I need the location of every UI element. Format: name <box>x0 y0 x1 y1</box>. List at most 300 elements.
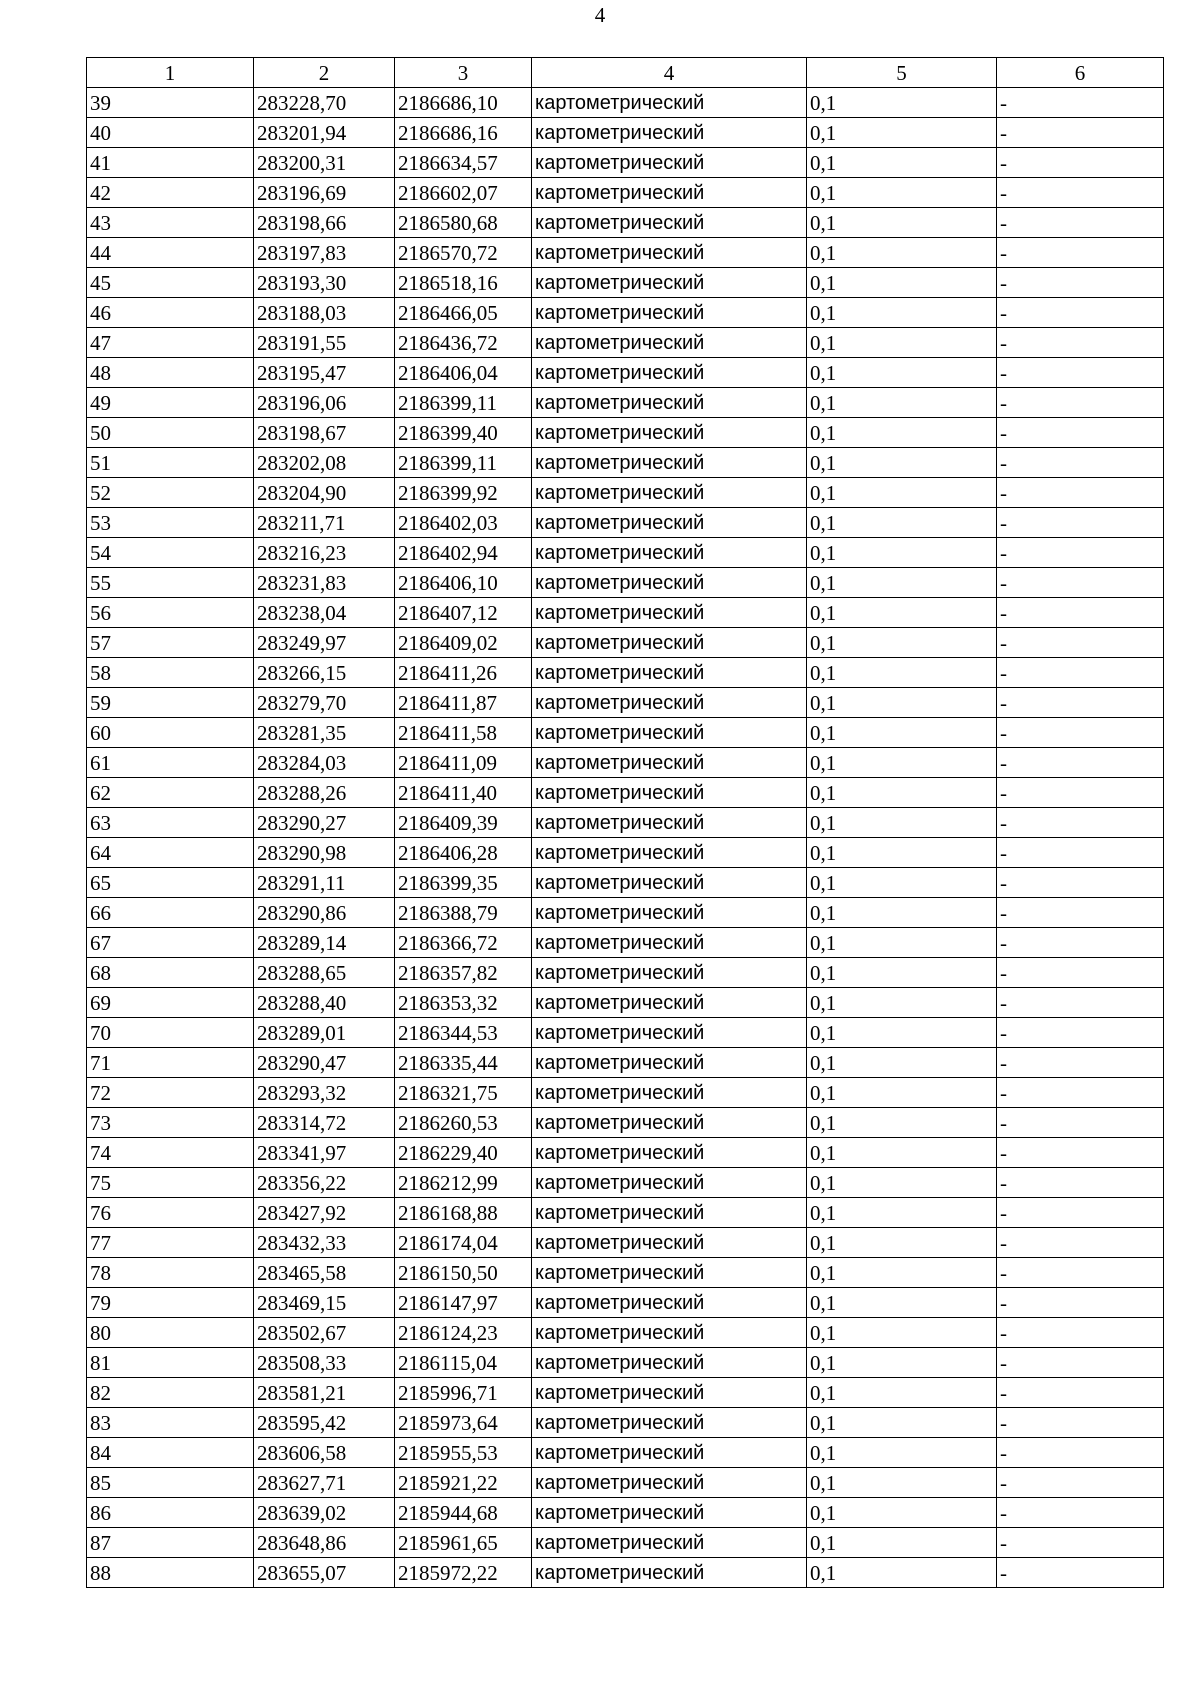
y-coordinate-cell: 2186147,97 <box>395 1288 532 1318</box>
point-number-cell: 64 <box>87 838 254 868</box>
point-number-cell: 54 <box>87 538 254 568</box>
point-number-cell: 69 <box>87 988 254 1018</box>
description-cell: - <box>997 1168 1164 1198</box>
point-number-cell: 42 <box>87 178 254 208</box>
method-cell: картометрический <box>532 1558 807 1588</box>
table-row <box>87 148 1164 178</box>
table-row <box>87 1348 1164 1378</box>
y-coordinate-cell: 2186212,99 <box>395 1168 532 1198</box>
y-coordinate-cell: 2186260,53 <box>395 1108 532 1138</box>
description-cell: - <box>997 568 1164 598</box>
description-cell: - <box>997 358 1164 388</box>
accuracy-cell: 0,1 <box>807 658 997 688</box>
accuracy-cell: 0,1 <box>807 1198 997 1228</box>
accuracy-cell: 0,1 <box>807 238 997 268</box>
method-cell: картометрический <box>532 1288 807 1318</box>
point-number-cell: 44 <box>87 238 254 268</box>
x-coordinate-cell: 283291,11 <box>254 868 395 898</box>
table-row <box>87 898 1164 928</box>
point-number-cell: 62 <box>87 778 254 808</box>
accuracy-cell: 0,1 <box>807 808 997 838</box>
accuracy-cell: 0,1 <box>807 478 997 508</box>
description-cell: - <box>997 868 1164 898</box>
x-coordinate-cell: 283201,94 <box>254 118 395 148</box>
y-coordinate-cell: 2186406,28 <box>395 838 532 868</box>
table-body <box>87 88 1164 1588</box>
table-row <box>87 418 1164 448</box>
method-cell: картометрический <box>532 1258 807 1288</box>
x-coordinate-cell: 283595,42 <box>254 1408 395 1438</box>
description-cell: - <box>997 1498 1164 1528</box>
table-row <box>87 748 1164 778</box>
y-coordinate-cell: 2186602,07 <box>395 178 532 208</box>
description-cell: - <box>997 1108 1164 1138</box>
column-header: 2 <box>254 58 395 88</box>
x-coordinate-cell: 283197,83 <box>254 238 395 268</box>
y-coordinate-cell: 2186409,39 <box>395 808 532 838</box>
x-coordinate-cell: 283202,08 <box>254 448 395 478</box>
point-number-cell: 39 <box>87 88 254 118</box>
point-number-cell: 75 <box>87 1168 254 1198</box>
accuracy-cell: 0,1 <box>807 1348 997 1378</box>
y-coordinate-cell: 2186466,05 <box>395 298 532 328</box>
point-number-cell: 51 <box>87 448 254 478</box>
method-cell: картометрический <box>532 988 807 1018</box>
accuracy-cell: 0,1 <box>807 1228 997 1258</box>
method-cell: картометрический <box>532 268 807 298</box>
x-coordinate-cell: 283231,83 <box>254 568 395 598</box>
x-coordinate-cell: 283281,35 <box>254 718 395 748</box>
table-row <box>87 838 1164 868</box>
method-cell: картометрический <box>532 388 807 418</box>
y-coordinate-cell: 2186436,72 <box>395 328 532 358</box>
table-row <box>87 598 1164 628</box>
accuracy-cell: 0,1 <box>807 88 997 118</box>
point-number-cell: 72 <box>87 1078 254 1108</box>
x-coordinate-cell: 283432,33 <box>254 1228 395 1258</box>
description-cell: - <box>997 838 1164 868</box>
accuracy-cell: 0,1 <box>807 1258 997 1288</box>
x-coordinate-cell: 283289,01 <box>254 1018 395 1048</box>
point-number-cell: 48 <box>87 358 254 388</box>
table-row <box>87 238 1164 268</box>
description-cell: - <box>997 1048 1164 1078</box>
description-cell: - <box>997 1228 1164 1258</box>
x-coordinate-cell: 283284,03 <box>254 748 395 778</box>
y-coordinate-cell: 2185955,53 <box>395 1438 532 1468</box>
page-number: 4 <box>594 3 606 27</box>
table-row <box>87 928 1164 958</box>
x-coordinate-cell: 283341,97 <box>254 1138 395 1168</box>
table-row <box>87 208 1164 238</box>
table-row <box>87 448 1164 478</box>
method-cell: картометрический <box>532 88 807 118</box>
accuracy-cell: 0,1 <box>807 688 997 718</box>
y-coordinate-cell: 2185996,71 <box>395 1378 532 1408</box>
table-row <box>87 958 1164 988</box>
x-coordinate-cell: 283648,86 <box>254 1528 395 1558</box>
point-number-cell: 45 <box>87 268 254 298</box>
table-row <box>87 1048 1164 1078</box>
table-row <box>87 538 1164 568</box>
table-row <box>87 808 1164 838</box>
y-coordinate-cell: 2186399,11 <box>395 388 532 418</box>
table-row <box>87 718 1164 748</box>
description-cell: - <box>997 538 1164 568</box>
description-cell: - <box>997 1138 1164 1168</box>
table-row <box>87 1018 1164 1048</box>
y-coordinate-cell: 2186411,40 <box>395 778 532 808</box>
y-coordinate-cell: 2186168,88 <box>395 1198 532 1228</box>
description-cell: - <box>997 1078 1164 1108</box>
x-coordinate-cell: 283290,86 <box>254 898 395 928</box>
accuracy-cell: 0,1 <box>807 298 997 328</box>
description-cell: - <box>997 208 1164 238</box>
accuracy-cell: 0,1 <box>807 328 997 358</box>
method-cell: картометрический <box>532 658 807 688</box>
y-coordinate-cell: 2186402,03 <box>395 508 532 538</box>
method-cell: картометрический <box>532 1108 807 1138</box>
point-number-cell: 43 <box>87 208 254 238</box>
description-cell: - <box>997 928 1164 958</box>
table-row <box>87 1468 1164 1498</box>
x-coordinate-cell: 283238,04 <box>254 598 395 628</box>
accuracy-cell: 0,1 <box>807 1318 997 1348</box>
table-row <box>87 1108 1164 1138</box>
description-cell: - <box>997 628 1164 658</box>
method-cell: картометрический <box>532 508 807 538</box>
description-cell: - <box>997 1288 1164 1318</box>
y-coordinate-cell: 2186634,57 <box>395 148 532 178</box>
description-cell: - <box>997 148 1164 178</box>
y-coordinate-cell: 2186402,94 <box>395 538 532 568</box>
point-number-cell: 79 <box>87 1288 254 1318</box>
x-coordinate-cell: 283188,03 <box>254 298 395 328</box>
accuracy-cell: 0,1 <box>807 838 997 868</box>
y-coordinate-cell: 2186570,72 <box>395 238 532 268</box>
accuracy-cell: 0,1 <box>807 1168 997 1198</box>
column-header: 5 <box>807 58 997 88</box>
accuracy-cell: 0,1 <box>807 148 997 178</box>
y-coordinate-cell: 2186406,04 <box>395 358 532 388</box>
x-coordinate-cell: 283198,66 <box>254 208 395 238</box>
y-coordinate-cell: 2186518,16 <box>395 268 532 298</box>
x-coordinate-cell: 283581,21 <box>254 1378 395 1408</box>
accuracy-cell: 0,1 <box>807 868 997 898</box>
y-coordinate-cell: 2186686,10 <box>395 88 532 118</box>
description-cell: - <box>997 88 1164 118</box>
method-cell: картометрический <box>532 1348 807 1378</box>
table-row <box>87 1228 1164 1258</box>
accuracy-cell: 0,1 <box>807 178 997 208</box>
point-number-cell: 76 <box>87 1198 254 1228</box>
x-coordinate-cell: 283427,92 <box>254 1198 395 1228</box>
x-coordinate-cell: 283193,30 <box>254 268 395 298</box>
y-coordinate-cell: 2186366,72 <box>395 928 532 958</box>
y-coordinate-cell: 2186407,12 <box>395 598 532 628</box>
accuracy-cell: 0,1 <box>807 538 997 568</box>
y-coordinate-cell: 2186335,44 <box>395 1048 532 1078</box>
point-number-cell: 40 <box>87 118 254 148</box>
point-number-cell: 53 <box>87 508 254 538</box>
method-cell: картометрический <box>532 838 807 868</box>
description-cell: - <box>997 418 1164 448</box>
description-cell: - <box>997 598 1164 628</box>
x-coordinate-cell: 283290,47 <box>254 1048 395 1078</box>
description-cell: - <box>997 1018 1164 1048</box>
y-coordinate-cell: 2186411,58 <box>395 718 532 748</box>
table-row <box>87 478 1164 508</box>
description-cell: - <box>997 118 1164 148</box>
column-header: 1 <box>87 58 254 88</box>
x-coordinate-cell: 283293,32 <box>254 1078 395 1108</box>
point-number-cell: 58 <box>87 658 254 688</box>
point-number-cell: 55 <box>87 568 254 598</box>
accuracy-cell: 0,1 <box>807 718 997 748</box>
description-cell: - <box>997 1528 1164 1558</box>
accuracy-cell: 0,1 <box>807 958 997 988</box>
method-cell: картометрический <box>532 568 807 598</box>
method-cell: картометрический <box>532 148 807 178</box>
y-coordinate-cell: 2185973,64 <box>395 1408 532 1438</box>
accuracy-cell: 0,1 <box>807 418 997 448</box>
accuracy-cell: 0,1 <box>807 1408 997 1438</box>
column-header: 4 <box>532 58 807 88</box>
method-cell: картометрический <box>532 778 807 808</box>
column-header: 3 <box>395 58 532 88</box>
x-coordinate-cell: 283465,58 <box>254 1258 395 1288</box>
accuracy-cell: 0,1 <box>807 508 997 538</box>
x-coordinate-cell: 283502,67 <box>254 1318 395 1348</box>
method-cell: картометрический <box>532 808 807 838</box>
table-row <box>87 1318 1164 1348</box>
x-coordinate-cell: 283191,55 <box>254 328 395 358</box>
table-row <box>87 268 1164 298</box>
accuracy-cell: 0,1 <box>807 1048 997 1078</box>
method-cell: картометрический <box>532 958 807 988</box>
accuracy-cell: 0,1 <box>807 568 997 598</box>
table-row <box>87 988 1164 1018</box>
y-coordinate-cell: 2185972,22 <box>395 1558 532 1588</box>
method-cell: картометрический <box>532 598 807 628</box>
accuracy-cell: 0,1 <box>807 988 997 1018</box>
accuracy-cell: 0,1 <box>807 1528 997 1558</box>
x-coordinate-cell: 283289,14 <box>254 928 395 958</box>
y-coordinate-cell: 2186409,02 <box>395 628 532 658</box>
accuracy-cell: 0,1 <box>807 448 997 478</box>
method-cell: картометрический <box>532 478 807 508</box>
table-row <box>87 1408 1164 1438</box>
point-number-cell: 49 <box>87 388 254 418</box>
table-row <box>87 388 1164 418</box>
x-coordinate-cell: 283314,72 <box>254 1108 395 1138</box>
table-row <box>87 508 1164 538</box>
method-cell: картометрический <box>532 538 807 568</box>
description-cell: - <box>997 898 1164 928</box>
method-cell: картометрический <box>532 1228 807 1258</box>
description-cell: - <box>997 988 1164 1018</box>
method-cell: картометрический <box>532 688 807 718</box>
point-number-cell: 73 <box>87 1108 254 1138</box>
point-number-cell: 71 <box>87 1048 254 1078</box>
y-coordinate-cell: 2186388,79 <box>395 898 532 928</box>
accuracy-cell: 0,1 <box>807 1468 997 1498</box>
y-coordinate-cell: 2185921,22 <box>395 1468 532 1498</box>
method-cell: картометрический <box>532 868 807 898</box>
point-number-cell: 52 <box>87 478 254 508</box>
table-row <box>87 1198 1164 1228</box>
table-row <box>87 1558 1164 1588</box>
table-row <box>87 688 1164 718</box>
method-cell: картометрический <box>532 118 807 148</box>
y-coordinate-cell: 2186399,92 <box>395 478 532 508</box>
column-header: 6 <box>997 58 1164 88</box>
y-coordinate-cell: 2186411,26 <box>395 658 532 688</box>
accuracy-cell: 0,1 <box>807 928 997 958</box>
x-coordinate-cell: 283639,02 <box>254 1498 395 1528</box>
x-coordinate-cell: 283288,65 <box>254 958 395 988</box>
description-cell: - <box>997 688 1164 718</box>
y-coordinate-cell: 2186321,75 <box>395 1078 532 1108</box>
y-coordinate-cell: 2186399,11 <box>395 448 532 478</box>
description-cell: - <box>997 658 1164 688</box>
description-cell: - <box>997 1258 1164 1288</box>
x-coordinate-cell: 283290,98 <box>254 838 395 868</box>
table-header-row <box>87 58 1164 88</box>
description-cell: - <box>997 778 1164 808</box>
y-coordinate-cell: 2186399,35 <box>395 868 532 898</box>
method-cell: картометрический <box>532 328 807 358</box>
method-cell: картометрический <box>532 448 807 478</box>
method-cell: картометрический <box>532 298 807 328</box>
point-number-cell: 84 <box>87 1438 254 1468</box>
accuracy-cell: 0,1 <box>807 1138 997 1168</box>
method-cell: картометрический <box>532 178 807 208</box>
point-number-cell: 63 <box>87 808 254 838</box>
accuracy-cell: 0,1 <box>807 268 997 298</box>
table-row <box>87 328 1164 358</box>
y-coordinate-cell: 2185961,65 <box>395 1528 532 1558</box>
y-coordinate-cell: 2186399,40 <box>395 418 532 448</box>
accuracy-cell: 0,1 <box>807 778 997 808</box>
table-row <box>87 1438 1164 1468</box>
x-coordinate-cell: 283196,06 <box>254 388 395 418</box>
y-coordinate-cell: 2186174,04 <box>395 1228 532 1258</box>
table-row <box>87 1138 1164 1168</box>
y-coordinate-cell: 2186124,23 <box>395 1318 532 1348</box>
point-number-cell: 83 <box>87 1408 254 1438</box>
table-row <box>87 1168 1164 1198</box>
x-coordinate-cell: 283356,22 <box>254 1168 395 1198</box>
point-number-cell: 87 <box>87 1528 254 1558</box>
description-cell: - <box>997 1408 1164 1438</box>
point-number-cell: 47 <box>87 328 254 358</box>
x-coordinate-cell: 283288,40 <box>254 988 395 1018</box>
point-number-cell: 61 <box>87 748 254 778</box>
y-coordinate-cell: 2186150,50 <box>395 1258 532 1288</box>
description-cell: - <box>997 1438 1164 1468</box>
point-number-cell: 59 <box>87 688 254 718</box>
table-row <box>87 658 1164 688</box>
method-cell: картометрический <box>532 1018 807 1048</box>
point-number-cell: 82 <box>87 1378 254 1408</box>
method-cell: картометрический <box>532 1078 807 1108</box>
table-row <box>87 1528 1164 1558</box>
method-cell: картометрический <box>532 1318 807 1348</box>
method-cell: картометрический <box>532 1048 807 1078</box>
x-coordinate-cell: 283469,15 <box>254 1288 395 1318</box>
point-number-cell: 70 <box>87 1018 254 1048</box>
y-coordinate-cell: 2185944,68 <box>395 1498 532 1528</box>
accuracy-cell: 0,1 <box>807 1078 997 1108</box>
point-number-cell: 50 <box>87 418 254 448</box>
x-coordinate-cell: 283266,15 <box>254 658 395 688</box>
point-number-cell: 56 <box>87 598 254 628</box>
point-number-cell: 60 <box>87 718 254 748</box>
accuracy-cell: 0,1 <box>807 1498 997 1528</box>
accuracy-cell: 0,1 <box>807 748 997 778</box>
y-coordinate-cell: 2186353,32 <box>395 988 532 1018</box>
accuracy-cell: 0,1 <box>807 1378 997 1408</box>
description-cell: - <box>997 808 1164 838</box>
x-coordinate-cell: 283508,33 <box>254 1348 395 1378</box>
x-coordinate-cell: 283196,69 <box>254 178 395 208</box>
description-cell: - <box>997 298 1164 328</box>
table-row <box>87 1288 1164 1318</box>
method-cell: картометрический <box>532 628 807 658</box>
table-row <box>87 1078 1164 1108</box>
point-number-cell: 78 <box>87 1258 254 1288</box>
table-row <box>87 88 1164 118</box>
y-coordinate-cell: 2186357,82 <box>395 958 532 988</box>
accuracy-cell: 0,1 <box>807 898 997 928</box>
point-number-cell: 67 <box>87 928 254 958</box>
accuracy-cell: 0,1 <box>807 1438 997 1468</box>
x-coordinate-cell: 283204,90 <box>254 478 395 508</box>
table-row <box>87 1498 1164 1528</box>
point-number-cell: 81 <box>87 1348 254 1378</box>
table-row <box>87 568 1164 598</box>
y-coordinate-cell: 2186406,10 <box>395 568 532 598</box>
point-number-cell: 77 <box>87 1228 254 1258</box>
accuracy-cell: 0,1 <box>807 1108 997 1138</box>
method-cell: картометрический <box>532 1168 807 1198</box>
x-coordinate-cell: 283211,71 <box>254 508 395 538</box>
x-coordinate-cell: 283198,67 <box>254 418 395 448</box>
point-number-cell: 68 <box>87 958 254 988</box>
accuracy-cell: 0,1 <box>807 598 997 628</box>
accuracy-cell: 0,1 <box>807 1288 997 1318</box>
accuracy-cell: 0,1 <box>807 358 997 388</box>
accuracy-cell: 0,1 <box>807 1558 997 1588</box>
description-cell: - <box>997 238 1164 268</box>
description-cell: - <box>997 388 1164 418</box>
accuracy-cell: 0,1 <box>807 208 997 238</box>
description-cell: - <box>997 328 1164 358</box>
description-cell: - <box>997 478 1164 508</box>
x-coordinate-cell: 283606,58 <box>254 1438 395 1468</box>
description-cell: - <box>997 1198 1164 1228</box>
point-number-cell: 57 <box>87 628 254 658</box>
description-cell: - <box>997 1348 1164 1378</box>
point-number-cell: 66 <box>87 898 254 928</box>
x-coordinate-cell: 283279,70 <box>254 688 395 718</box>
method-cell: картометрический <box>532 1498 807 1528</box>
method-cell: картометрический <box>532 358 807 388</box>
method-cell: картометрический <box>532 928 807 958</box>
x-coordinate-cell: 283228,70 <box>254 88 395 118</box>
x-coordinate-cell: 283200,31 <box>254 148 395 178</box>
